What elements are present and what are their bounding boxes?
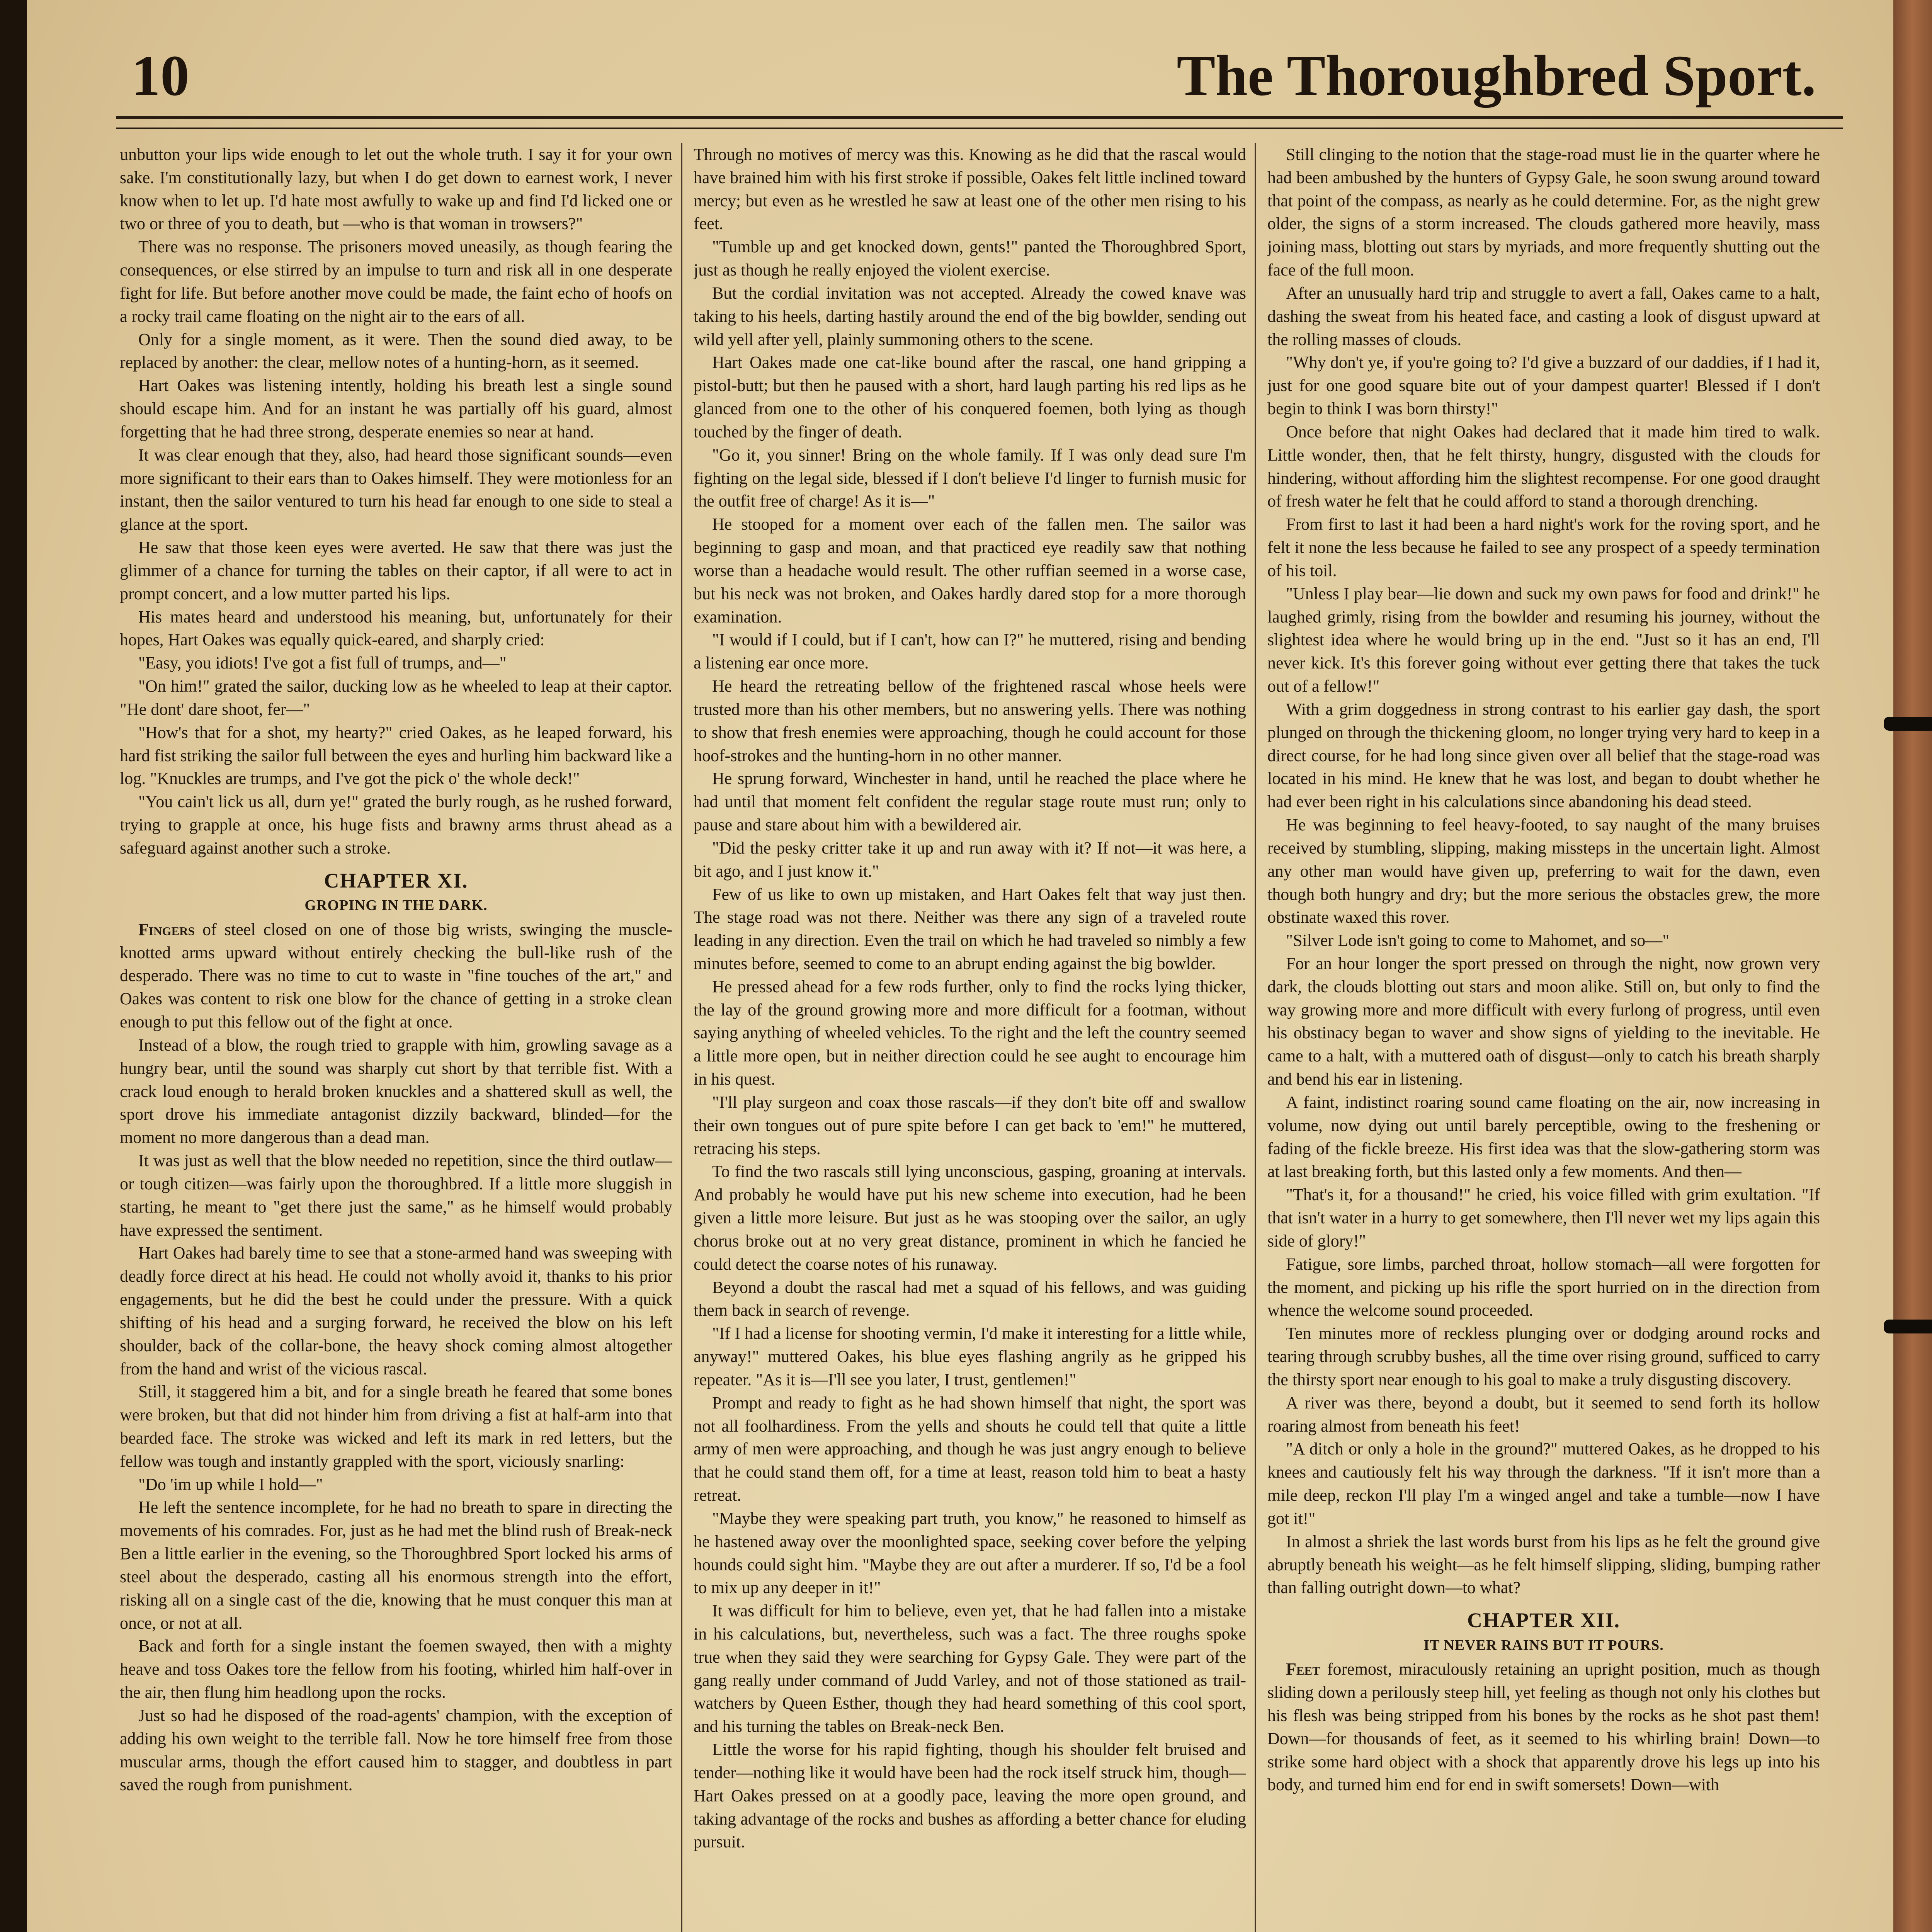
paragraph: Hart Oakes was listening intently, holding his breath lest a single sound should escape him. And for an instant he was partially off his guard, almost forgetting that he had three strong, desperate enemies so near at hand.: [120, 376, 672, 441]
header-rule: [116, 116, 1843, 129]
paragraph: "Maybe they were speaking part truth, you know," he reasoned to himself as he hastened away over the moonlighted space, seeking cover before the yelping hounds could sight him. "Maybe they are out after a murderer. If so, I'd be a fool to mix up any deeper in it!": [694, 1509, 1246, 1597]
paragraph: Instead of a blow, the rough tried to grapple with him, growling savage as a hungry bear, until the sound was sharply cut short by that terrible fist. With a crack loud enough to herald broken knuckles and a shattered skull as well, the sport drove his immediate antagonist dizzily backward, blinded—for the moment no more dangerous than a dead man.: [120, 1035, 672, 1147]
paragraph: He was beginning to feel heavy-footed, to say naught of the many bruises received by stumbling, slipping, making missteps in the uncertain light. Almost any other man would have given up, preferring to wait for the dawn, even though both hungry and dry; but the more serious the obstacles grew, the more obstinate waxed this rover.: [1267, 815, 1820, 927]
paragraph: Little the worse for his rapid fighting, though his shoulder felt bruised and tender—nothing like it would have been had the rock itself struck him, though—Hart Oakes pressed on at a goodly pace, leaving the more open ground, and taking advantage of the rocks and bushes as affording a better chance for eluding pursuit.: [694, 1740, 1246, 1852]
paragraph: "Tumble up and get knocked down, gents!" panted the Thoroughbred Sport, just as though he really enjoyed the violent exercise.: [694, 237, 1246, 280]
drop-lead: Feet: [1286, 1660, 1320, 1679]
paragraph: For an hour longer the sport pressed on through the night, now grown very dark, the clouds blotting out stars and moon alike. Still on, but only to find the way growing more and more difficult with every furlong of progress, until even his obstinacy began to waver and show signs of yielding to the inevitable. He came to a halt, with a muttered oath of disgust—only to catch his breath sharply and bend his ear in listening.: [1267, 954, 1820, 1089]
paragraph: It was just as well that the blow needed no repetition, since the third outlaw—or tough citizen—was fairly upon the thoroughbred. If a little more sluggish in starting, he meant to "get there just the same," as he himself would probably have expressed the sentiment.: [120, 1151, 672, 1240]
text-column-3: [1267, 143, 1820, 1932]
paragraph: "Go it, you sinner! Bring on the whole family. If I was only dead sure I'm fighting on the legal side, blessed if I don't believe I'd linger to furnish music for the outfit free of charge! As it is—": [694, 445, 1246, 511]
paragraph: Still, it staggered him a bit, and for a single breath he feared that some bones were broken, but that did not hinder him from driving a fist at half-arm into that bearded face. The stroke was wicked and left its mark in red letters, but the fellow was tough and instantly grappled with the sport, viciously snarling:: [120, 1382, 672, 1471]
paragraph: A river was there, beyond a doubt, but it seemed to send forth its hollow roaring almost from beneath his feet!: [1267, 1393, 1820, 1435]
paragraph: "Why don't ye, if you're going to? I'd give a buzzard of our daddies, if I had it, just for one good square bite out of your dampest quarter! Blessed if I don't begin to think I was born thirsty!": [1267, 353, 1820, 418]
column-divider: [681, 143, 682, 1932]
chapter-heading: CHAPTER XII.: [1467, 1609, 1621, 1632]
chapter-heading: CHAPTER XI.: [324, 869, 468, 892]
drop-lead: Fingers: [138, 920, 195, 939]
binding-clip: [1884, 717, 1932, 731]
paragraph: "I would if I could, but if I can't, how can I?" he muttered, rising and bending a listening ear once more.: [694, 630, 1246, 673]
paragraph: Once before that night Oakes had declared that it made him tired to walk. Little wonder, then, that he felt thirsty, hungry, disgusted with the clouds for hindering, without affording him the slightest recompense. For one good draught of fresh water he felt that he could afford to stand a thorough drenching.: [1267, 422, 1820, 511]
paragraph: In almost a shriek the last words burst from his lips as he felt the ground give abruptly beneath his weight—as he felt himself slipping, sliding, bumping rather than falling outright down—to what?: [1267, 1532, 1820, 1597]
paragraph: "Silver Lode isn't going to come to Mahomet, and so—": [1286, 931, 1670, 950]
paragraph: From first to last it had been a hard night's work for the roving sport, and he felt it none the less because he failed to see any prospect of a speedy termination of his toil.: [1267, 515, 1820, 580]
binding-clip: [1884, 1320, 1932, 1333]
paragraph: "Unless I play bear—lie down and suck my own paws for food and drink!" he laughed grimly, rising from the bowlder and resuming his journey, without the slightest idea where he would bring up in the end. "Just so it has an end, I'll never kick. It's this forever going without ever getting there that takes the tuck out of a fellow!": [1267, 584, 1820, 696]
paragraph: His mates heard and understood his meaning, but, unfortunately for their hopes, Hart Oakes was equally quick-eared, and sharply cried:: [120, 607, 672, 650]
paragraph: He left the sentence incomplete, for he had no breath to spare in directing the movements of his comrades. For, just as he had met the blind rush of Break-neck Ben a little earlier in the evening, so the Thoroughbred Sport locked his arms of steel about the desperado, casting all his enormous strength into the effort, risking all on a single cast of the die, knowing that he must conquer this man at once, or not at all.: [120, 1498, 672, 1633]
paragraph: unbutton your lips wide enough to let out the whole truth. I say it for your own sake. I'm constitutionally lazy, but when I do get down to earnest work, I never know when to let up. I'd hate most awfully to wake up and find I'd licked one or two or three of you to death, but —who is that woman in trowsers?": [120, 145, 672, 233]
paragraph: Fatigue, sore limbs, parched throat, hollow stomach—all were forgotten for the moment, and picking up his rifle the sport hurried on in the direction from whence the welcome sound proceeded.: [1267, 1254, 1820, 1320]
paragraph: Just so had he disposed of the road-agents' champion, with the exception of adding his own weight to the terrible fall. Now he tore himself free from those muscular arms, though the effort caused him to stagger, and doubtless in part saved the rough from punishment.: [120, 1706, 672, 1794]
publication-title: The Thoroughbred Sport.: [1177, 44, 1816, 108]
paragraph: "Did the pesky critter take it up and run away with it? If not—it was here, a bit ago, and I just know it.": [694, 838, 1246, 881]
paragraph: Beyond a doubt the rascal had met a squad of his fellows, and was guiding them back in search of revenge.: [694, 1277, 1246, 1320]
paragraph: Ten minutes more of reckless plunging over or dodging around rocks and tearing through scrubby bushes, all the time over rising ground, sufficed to carry the thirsty sport near enough to his goal to make a truly disgusting discovery.: [1267, 1324, 1820, 1389]
paragraph: "Easy, you idiots! I've got a fist full of trumps, and—": [138, 653, 507, 673]
paragraph: There was no response. The prisoners moved uneasily, as though fearing the consequences, or else stirred by an impulse to turn and risk all in one desperate fight for life. But before another move could be made, the faint echo of hoofs on a rocky trail came floating on the night air to the ears of all.: [120, 237, 672, 326]
page-edge-binding: [1893, 0, 1932, 1932]
paragraph: He stooped for a moment over each of the fallen men. The sailor was beginning to gasp and moan, and that practiced eye readily saw that nothing worse than a headache would result. The other ruffian seemed in a worse case, but his neck was not broken, and Oakes hardly dared stop for a more thorough examination.: [694, 515, 1246, 626]
running-head: [104, 31, 1851, 120]
text-column-1: [120, 143, 672, 1932]
paragraph: Only for a single moment, as it were. Then the sound died away, to be replaced by another: the clear, mellow notes of a hunting-horn, as it seemed.: [120, 330, 672, 372]
paragraph-text: foremost, miraculously retaining an upright position, much as though sliding down a perilously steep hill, yet feeling as though not only his clothes but his flesh was being stripped from his bones by the rocks as he shot past them! Down—for thousands of feet, as it seemed to his whirling brain! Down—to strike some hard object with a shock that apparently drove his legs up into his body, and turned him end for end in swift somersets! Down—with: [1267, 1660, 1820, 1794]
paragraph-text: of steel closed on one of those big wrists, swinging the muscle-knotted arms upward without entirely checking the bull-like rush of the desperado. There was no time to cut to waste in "fine touches of the art," and Oakes was content to risk one blow for the chance of getting in a stroke clean enough to put this fellow out of the fight at once.: [120, 920, 672, 1032]
paragraph: Through no motives of mercy was this. Knowing as he did that the rascal would have brained him with his first stroke if possible, Oakes felt little inclined toward mercy; but even as he wrestled he saw at least one of the other men rising to his feet.: [694, 145, 1246, 233]
paragraph: "A ditch or only a hole in the ground?" muttered Oakes, as he dropped to his knees and cautiously felt his way through the darkness. "If it isn't more than a mile deep, reckon I'll play I'm a winged angel and take a tumble—now I have got it!": [1267, 1439, 1820, 1528]
paragraph: It was clear enough that they, also, had heard those significant sounds—even more significant to their ears than to Oakes himself. They were motionless for an instant, then the sailor ventured to turn his head far enough to one side to steal a glance at the sport.: [120, 445, 672, 534]
paragraph: [1267, 1658, 1820, 1796]
page-number: 10: [131, 44, 189, 108]
paragraph: "Do 'im up while I hold—": [138, 1475, 323, 1494]
chapter-subtitle: GROPING IN THE DARK.: [304, 897, 488, 914]
paragraph: He sprung forward, Winchester in hand, until he reached the place where he had until that moment felt confident the regular stage route must run; only to pause and stare about him with a bewildered air.: [694, 769, 1246, 835]
paragraph: "If I had a license for shooting vermin, I'd make it interesting for a little while, anyway!" muttered Oakes, his blue eyes flashing angrily as he gripped his repeater. "As it is—I'll see you later, I trust, gentlemen!": [694, 1324, 1246, 1389]
paragraph: To find the two rascals still lying unconscious, gasping, groaning at intervals. And probably he would have put his new scheme into execution, had he been given a little more leisure. But just as he was stooping over the sailor, an ugly chorus broke out at no very great distance, prominent in which he fancied he could detect the coarse notes of his runaway.: [694, 1162, 1246, 1274]
chapter-subtitle: IT NEVER RAINS BUT IT POURS.: [1423, 1637, 1664, 1653]
paragraph: Few of us like to own up mistaken, and Hart Oakes felt that way just then. The stage road was not there. Neither was there any sign of a traveled route leading in any direction. Even the trail on which he had traveled so nimbly a few minutes before, seemed to come to an abrupt ending against the big bowlder.: [694, 884, 1246, 973]
paragraph: A faint, indistinct roaring sound came floating on the air, now increasing in volume, now dying out until barely perceptible, owing to the freshening or fading of the fickle breeze. His first idea was that the slow-gathering storm was at last breaking forth, but this lasted only a few moments. And then—: [1267, 1092, 1820, 1181]
paragraph: Hart Oakes made one cat-like bound after the rascal, one hand gripping a pistol-butt; but then he paused with a short, hard laugh parting his red lips as he glanced from one to the other of his conquered foemen, both lying as though touched by the finger of death.: [694, 353, 1246, 441]
paragraph: "On him!" grated the sailor, ducking low as he wheeled to leap at their captor. "He dont' dare shoot, fer—": [120, 677, 672, 719]
paragraph: "I'll play surgeon and coax those rascals—if they don't bite off and swallow their own tongues out of pure spite before I can get back to 'em!" he muttered, retracing his steps.: [694, 1092, 1246, 1158]
text-column-2: [694, 143, 1246, 1932]
paragraph: "How's that for a shot, my hearty?" cried Oakes, as he leaped forward, his hard fist striking the sailor full between the eyes and hurling him backward like a log. "Knuckles are trumps, and I've got the pick o' the whole deck!": [120, 723, 672, 788]
paragraph: But the cordial invitation was not accepted. Already the cowed knave was taking to his heels, darting hastily around the end of the big bowlder, sending out wild yell after yell, plainly summoning others to the scene.: [694, 283, 1246, 349]
paragraph: Still clinging to the notion that the stage-road must lie in the quarter where he had been ambushed by the hunters of Gypsy Gale, he soon swung around toward that point of the compass, as nearly as he could determine. For, as the night grew older, the signs of a storm increased. The clouds gathered more heavily, mass joining mass, blotting out stars by myriads, and more frequently shutting out the face of the full moon.: [1267, 145, 1820, 280]
paragraph: He pressed ahead for a few rods further, only to find the rocks lying thicker, the lay of the ground growing more and more difficult for a footman, without saying anything of wheeled vehicles. To the right and the left the country seemed a little more open, but in neither direction could he see aught to encourage him in his quest.: [694, 977, 1246, 1089]
paragraph: Back and forth for a single instant the foemen swayed, then with a mighty heave and toss Oakes tore the fellow from his footing, whirled him half-over in the air, then flung him headlong upon the rocks.: [120, 1636, 672, 1702]
paragraph: "That's it, for a thousand!" he cried, his voice filled with grim exultation. "If that isn't water in a hurry to get somewhere, then I'll never wet my lips again this side of glory!": [1267, 1185, 1820, 1250]
paragraph: "You cain't lick us all, durn ye!" grated the burly rough, as he rushed forward, trying to grapple at once, his huge fists and brawny arms thrust ahead as a safeguard against another such a stroke.: [120, 792, 672, 857]
paragraph: He saw that those keen eyes were averted. He saw that there was just the glimmer of a chance for turning the tables on their captor, if all were to act in prompt concert, and a low mutter parted his lips.: [120, 538, 672, 603]
paragraph: With a grim doggedness in strong contrast to his earlier gay dash, the sport plunged on through the thickening gloom, no longer trying very hard to keep in a direct course, for he had long since given over all belief that the stage-road was located in his mind. He knew that he was lost, and began to doubt whether he had ever been right in his calculations since abandoning his dead steed.: [1267, 699, 1820, 811]
paragraph: Hart Oakes had barely time to see that a stone-armed hand was sweeping with deadly force direct at his head. He could not wholly avoid it, thanks to his prior engagements, but he did the best he could under the pressure. With a quick shifting of his head and a surging forward, he received the blow on his left shoulder, back of the collar-bone, the heavy shock coming almost altogether from the hand and wrist of the vicious rascal.: [120, 1243, 672, 1378]
paragraph: [120, 918, 672, 1034]
column-divider: [1255, 143, 1256, 1932]
paragraph: After an unusually hard trip and struggle to avert a fall, Oakes came to a halt, dashing the sweat from his heated face, and casting a look of disgust upward at the rolling masses of clouds.: [1267, 283, 1820, 349]
paragraph: Prompt and ready to fight as he had shown himself that night, the sport was not all foolhardiness. From the yells and shouts he could tell that quite a little army of men were approaching, and though he was just angry enough to believe that he could stand them off, for a time at least, reason told him to beat a hasty retreat.: [694, 1393, 1246, 1505]
paragraph: It was difficult for him to believe, even yet, that he had fallen into a mistake in his calculations, but, nevertheless, such was a fact. The three roughs spoke true when they said they were searching for Gypsy Gale. They were part of the gang really under command of Judd Varley, and not of those stationed as trail-watchers by Queen Esther, though they had heard something of this cool sport, and his turning the tables on Break-neck Ben.: [694, 1601, 1246, 1736]
paragraph: He heard the retreating bellow of the frightened rascal whose heels were trusted more than his other members, but no answering yells. There was nothing to show that fresh enemies were approaching, though he could account for those hoof-strokes and the hunting-horn in no other manner.: [694, 677, 1246, 765]
